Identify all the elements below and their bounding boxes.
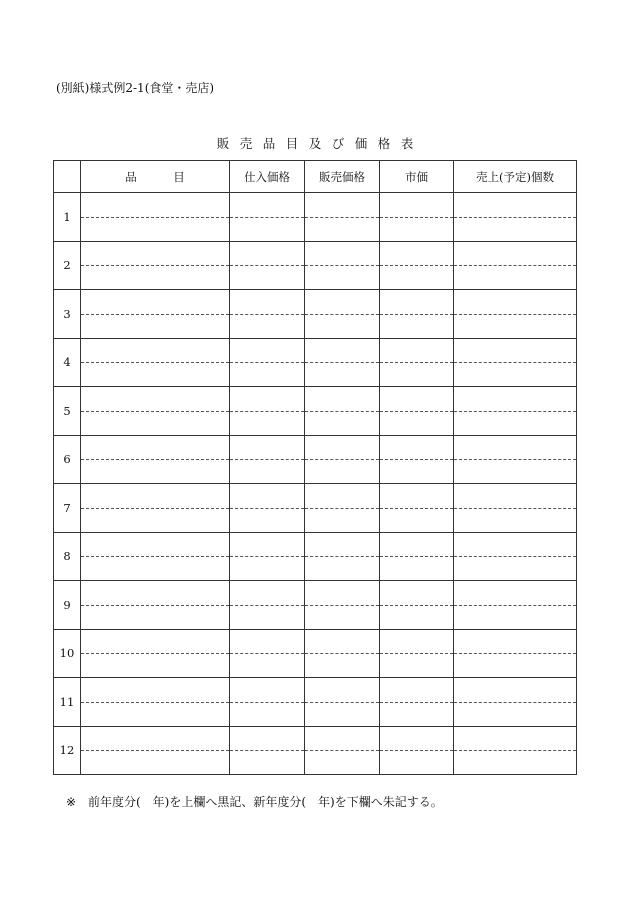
row-number: 10 [54, 629, 81, 678]
row-number: 8 [54, 532, 81, 581]
purchase-price-cell[interactable] [230, 387, 305, 436]
purchase-price-cell[interactable] [230, 241, 305, 290]
dashed-divider [230, 556, 304, 557]
item-cell[interactable] [81, 290, 230, 339]
dashed-divider [454, 362, 576, 363]
purchase-price-cell[interactable] [230, 581, 305, 630]
item-column-header [81, 161, 230, 193]
dashed-divider [380, 750, 453, 751]
market-price-cell[interactable] [380, 290, 454, 339]
dashed-divider [454, 653, 576, 654]
selling-price-cell[interactable] [305, 484, 380, 533]
sales-count-cell[interactable] [454, 435, 577, 484]
selling-price-cell[interactable] [305, 290, 380, 339]
item-cell[interactable] [81, 435, 230, 484]
dashed-divider [380, 605, 453, 606]
purchase-price-cell[interactable] [230, 290, 305, 339]
title-char: 価 [354, 136, 368, 151]
dashed-divider [81, 508, 229, 509]
dashed-divider [454, 556, 576, 557]
dashed-divider [380, 217, 453, 218]
market-price-cell[interactable] [380, 435, 454, 484]
table-row [54, 290, 577, 339]
dashed-divider [305, 459, 379, 460]
footnote-text: 前年度分( 年)を上欄へ黒記、新年度分( 年)を下欄へ朱記する。 [88, 795, 443, 809]
purchase-price-cell[interactable] [230, 338, 305, 387]
title-char: 格 [377, 136, 391, 151]
market-price-cell[interactable] [380, 338, 454, 387]
row-number: 7 [54, 484, 81, 533]
dashed-divider [230, 702, 304, 703]
title-char: 販 [216, 136, 230, 151]
reference-mark: ※ [66, 795, 77, 809]
market-price-cell[interactable] [380, 678, 454, 727]
title-char: 及 [308, 136, 322, 151]
dashed-divider [81, 459, 229, 460]
row-number: 9 [54, 581, 81, 630]
dashed-divider [230, 653, 304, 654]
sales-count-cell[interactable] [454, 532, 577, 581]
dashed-divider [230, 217, 304, 218]
selling-price-cell[interactable] [305, 629, 380, 678]
dashed-divider [305, 265, 379, 266]
dashed-divider [81, 217, 229, 218]
table-row [54, 532, 577, 581]
row-number: 5 [54, 387, 81, 436]
purchase-price-cell[interactable] [230, 678, 305, 727]
table-header-row [54, 161, 577, 193]
item-head-char: 目 [173, 169, 185, 184]
selling-price-cell[interactable] [305, 338, 380, 387]
item-cell[interactable] [81, 484, 230, 533]
item-cell[interactable] [81, 581, 230, 630]
dashed-divider [81, 362, 229, 363]
dashed-divider [305, 750, 379, 751]
purchase-price-cell[interactable] [230, 532, 305, 581]
dashed-divider [305, 217, 379, 218]
dashed-divider [230, 411, 304, 412]
purchase-price-cell[interactable] [230, 629, 305, 678]
purchase-price-cell[interactable] [230, 484, 305, 533]
dashed-divider [305, 702, 379, 703]
dashed-divider [81, 265, 229, 266]
dashed-divider [305, 556, 379, 557]
item-head-char: 品 [125, 169, 137, 184]
dashed-divider [81, 411, 229, 412]
table-row [54, 387, 577, 436]
dashed-divider [454, 702, 576, 703]
sales-count-cell[interactable] [454, 241, 577, 290]
dashed-divider [380, 314, 453, 315]
row-number-header [54, 161, 81, 193]
sales-count-cell[interactable] [454, 678, 577, 727]
dashed-divider [81, 314, 229, 315]
dashed-divider [454, 508, 576, 509]
price-table [53, 160, 577, 775]
purchase-price-cell[interactable] [230, 726, 305, 775]
market-price-cell[interactable] [380, 581, 454, 630]
item-cell[interactable] [81, 678, 230, 727]
document-title [0, 136, 630, 152]
purchase-price-header: 仕入価格 [230, 161, 305, 193]
dashed-divider [305, 314, 379, 315]
table-row [54, 484, 577, 533]
market-price-cell[interactable] [380, 726, 454, 775]
dashed-divider [454, 750, 576, 751]
market-price-cell[interactable] [380, 629, 454, 678]
dashed-divider [454, 459, 576, 460]
dashed-divider [81, 653, 229, 654]
market-price-header: 市価 [380, 161, 454, 193]
dashed-divider [81, 750, 229, 751]
sales-count-header: 売上(予定)個数 [454, 161, 577, 193]
table-row [54, 726, 577, 775]
selling-price-cell[interactable] [305, 241, 380, 290]
dashed-divider [305, 653, 379, 654]
table-row [54, 581, 577, 630]
market-price-cell[interactable] [380, 241, 454, 290]
dashed-divider [454, 265, 576, 266]
sales-count-cell[interactable] [454, 629, 577, 678]
title-char: 目 [285, 136, 299, 151]
row-number: 11 [54, 678, 81, 727]
sales-count-cell[interactable] [454, 726, 577, 775]
table-row [54, 435, 577, 484]
dashed-divider [230, 362, 304, 363]
dashed-divider [454, 411, 576, 412]
market-price-cell[interactable] [380, 387, 454, 436]
item-cell[interactable] [81, 726, 230, 775]
dashed-divider [380, 362, 453, 363]
dashed-divider [230, 605, 304, 606]
row-number: 12 [54, 726, 81, 775]
dashed-divider [380, 556, 453, 557]
dashed-divider [81, 556, 229, 557]
dashed-divider [230, 459, 304, 460]
dashed-divider [454, 217, 576, 218]
sales-count-cell[interactable] [454, 193, 577, 242]
item-cell[interactable] [81, 387, 230, 436]
selling-price-cell[interactable] [305, 387, 380, 436]
dashed-divider [230, 265, 304, 266]
dashed-divider [81, 702, 229, 703]
title-char: 表 [400, 136, 414, 151]
title-char: 売 [239, 136, 253, 151]
dashed-divider [380, 265, 453, 266]
table-row [54, 193, 577, 242]
dashed-divider [230, 750, 304, 751]
dashed-divider [380, 508, 453, 509]
dashed-divider [380, 653, 453, 654]
market-price-cell[interactable] [380, 484, 454, 533]
dashed-divider [380, 702, 453, 703]
row-number: 1 [54, 193, 81, 242]
row-number: 4 [54, 338, 81, 387]
selling-price-cell[interactable] [305, 193, 380, 242]
dashed-divider [230, 508, 304, 509]
purchase-price-cell[interactable] [230, 435, 305, 484]
selling-price-cell[interactable] [305, 532, 380, 581]
dashed-divider [230, 314, 304, 315]
selling-price-cell[interactable] [305, 726, 380, 775]
dashed-divider [454, 314, 576, 315]
row-number: 2 [54, 241, 81, 290]
table-row [54, 338, 577, 387]
table-row [54, 629, 577, 678]
sales-count-cell[interactable] [454, 338, 577, 387]
table-row [54, 241, 577, 290]
title-char: び [331, 136, 345, 151]
row-number: 3 [54, 290, 81, 339]
dashed-divider [81, 605, 229, 606]
selling-price-header: 販売価格 [305, 161, 380, 193]
item-cell[interactable] [81, 532, 230, 581]
dashed-divider [305, 362, 379, 363]
selling-price-cell[interactable] [305, 435, 380, 484]
sales-count-cell[interactable] [454, 387, 577, 436]
item-cell[interactable] [81, 629, 230, 678]
dashed-divider [380, 459, 453, 460]
selling-price-cell[interactable] [305, 581, 380, 630]
item-cell[interactable] [81, 338, 230, 387]
dashed-divider [305, 508, 379, 509]
sales-count-cell[interactable] [454, 484, 577, 533]
row-number: 6 [54, 435, 81, 484]
market-price-cell[interactable] [380, 193, 454, 242]
sales-count-cell[interactable] [454, 581, 577, 630]
market-price-cell[interactable] [380, 532, 454, 581]
item-cell[interactable] [81, 193, 230, 242]
selling-price-cell[interactable] [305, 678, 380, 727]
footnote [66, 794, 443, 810]
title-char: 品 [262, 136, 276, 151]
dashed-divider [305, 411, 379, 412]
purchase-price-cell[interactable] [230, 193, 305, 242]
form-reference-note: (別紙)様式例2-1(食堂・売店) [56, 81, 215, 95]
sales-count-cell[interactable] [454, 290, 577, 339]
dashed-divider [380, 411, 453, 412]
table-row [54, 678, 577, 727]
dashed-divider [454, 605, 576, 606]
item-cell[interactable] [81, 241, 230, 290]
dashed-divider [305, 605, 379, 606]
